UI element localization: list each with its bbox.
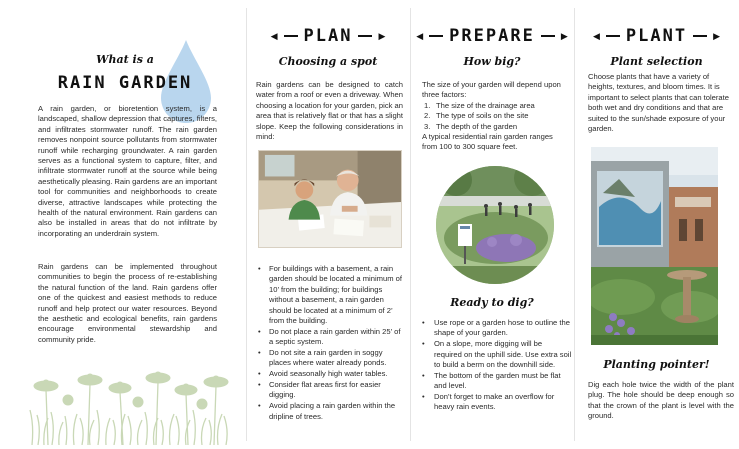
plan-intro: Rain gardens can be designed to catch water from a roof or even a driveway. When choosing a location for your garden, pick an area that is relatively flat or that has a slight slope. Keep the following considerations in mind:	[256, 80, 403, 142]
what-is-a-label: What is a	[96, 53, 154, 66]
arrow-right-icon: ▶	[378, 30, 386, 41]
typical-size-text: A typical residential rain garden ranges from 100 to 300 square feet.	[422, 132, 553, 152]
list-item: • Avoid seasonally high water tables.	[258, 369, 406, 379]
ready-to-dig-heading: Ready to dig?	[450, 296, 534, 309]
size-factors-list	[422, 101, 570, 132]
item-number: 1.	[424, 101, 431, 110]
item-number: 2.	[424, 111, 431, 121]
list-item: • Avoid placing a rain garden within the dripline of trees.	[258, 401, 406, 422]
list-item: • Do not site a rain garden in soggy places where water already ponds.	[258, 348, 406, 369]
arrow-left-icon: ◀	[270, 30, 278, 41]
rule-line	[284, 35, 298, 37]
item-number: 3.	[424, 121, 431, 131]
plant-column	[574, 0, 739, 449]
school-rain-garden-photo	[591, 147, 718, 345]
arrow-right-icon: ▶	[560, 30, 568, 41]
list-item	[422, 122, 570, 132]
flowers-illustration	[28, 370, 233, 445]
prepare-header	[410, 26, 574, 46]
rule-line	[693, 35, 707, 37]
list-item	[422, 101, 570, 111]
planting-pointer-text: Dig each hole twice the width of the plant plug. The hole should be deep enough so that the crown of the plant is level with the ground.	[588, 380, 734, 421]
list-item	[422, 111, 570, 121]
plant-intro: Choose plants that have a variety of heights, textures, and bloom times. It is important to select plants that can tolerate both wet and dry conditions and that are suited to the sun/shade exposure of your garden.	[588, 72, 729, 134]
prepare-heading: PREPARE	[449, 26, 535, 46]
plan-column	[246, 0, 410, 449]
planting-pointer-heading: Planting pointer!	[603, 358, 710, 371]
rule-line	[358, 35, 372, 37]
intro-column	[0, 0, 246, 449]
list-item: • On a slope, more digging will be required on the uphill side. Use extra soil to build a berm on the downhill side.	[422, 339, 572, 370]
plan-heading: PLAN	[303, 26, 353, 46]
prepare-intro: The size of your garden will depend upon three factors:	[422, 80, 561, 100]
considerations-list	[258, 264, 406, 422]
item-text: The size of the drainage area	[436, 101, 535, 110]
item-text: The depth of the garden	[436, 121, 518, 131]
item-text: The type of soils on the site	[436, 111, 529, 121]
plant-selection-heading: Plant selection	[610, 55, 703, 68]
list-item: • Do not place a rain garden within 25’ of a septic system.	[258, 327, 406, 348]
list-item: • Consider flat areas first for easier digging.	[258, 380, 406, 401]
digging-steps-list	[422, 318, 572, 413]
rain-garden-title: RAIN GARDEN	[57, 73, 193, 93]
plant-header	[574, 26, 739, 46]
intro-paragraph-1: A rain garden, or bioretention system, is a landscaped, shallow depression that captures, filters, and infiltrates stormwater runoff. The rain garden removes nonpoint source pollutants from stormwater runoff while recharging groundwater. A rain garden serves as a functional system to capture, filter, and infiltrate stormwater runoff at the source while being aesthetically pleasing. Rain gardens are an important tool for communities and neighborhoods to create diverse, attractive landscapes while protecting the health of the natural environment. Rain gardens can also be installed in areas that do not infiltrate by incorporating an underdrain system.	[38, 104, 217, 238]
how-big-heading: How big?	[463, 55, 521, 68]
rule-line	[541, 35, 555, 37]
arrow-right-icon: ▶	[713, 30, 721, 41]
garden-digging-photo	[436, 166, 554, 284]
rule-line	[429, 35, 443, 37]
arrow-left-icon: ◀	[592, 30, 600, 41]
list-item: • The bottom of the garden must be flat and level.	[422, 371, 572, 392]
choosing-a-spot-heading: Choosing a spot	[278, 55, 378, 68]
plant-heading: PLANT	[625, 26, 688, 46]
people-planning-photo	[258, 150, 402, 248]
list-item: • Use rope or a garden hose to outline the shape of your garden.	[422, 318, 572, 339]
prepare-column	[410, 0, 574, 449]
list-item: • For buildings with a basement, a rain garden should be located a minimum of 10’ from the building; for buildings without a basement, a rain garden should be located at a minimum of 2’ from the building.	[258, 264, 406, 326]
arrow-left-icon: ◀	[416, 30, 424, 41]
rule-line	[606, 35, 620, 37]
list-item: • Don’t forget to make an overflow for heavy rain events.	[422, 392, 572, 413]
intro-paragraph-2: Rain gardens can be implemented throughout communities to begin the process of re-establishing the natural function of the land. Rain gardens offer one of the quickest and easiest methods to reduce runoff and help protect our water resources. Beyond the aesthetic and ecological benefits, rain gardens encourage environmental stewardship and community pride.	[38, 262, 217, 344]
plan-header	[246, 26, 410, 46]
